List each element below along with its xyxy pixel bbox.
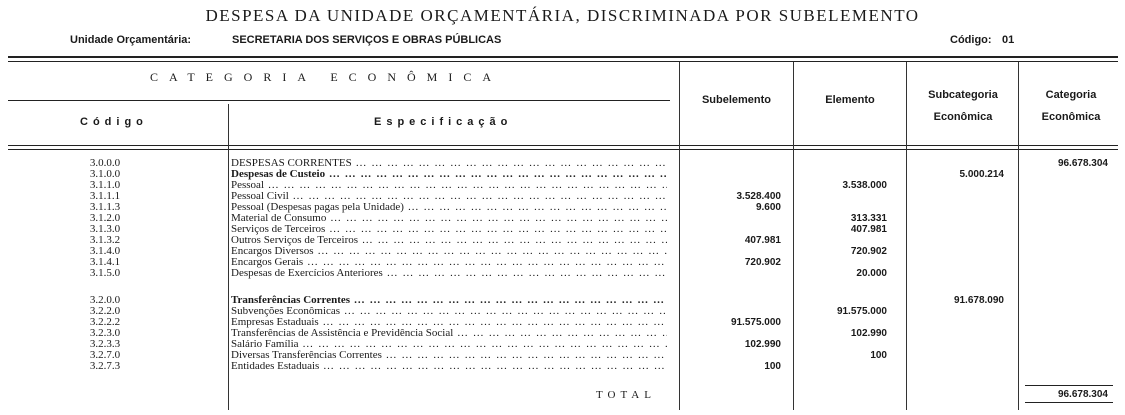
row-subcategoria: 5.000.214 bbox=[959, 169, 1004, 180]
row-elemento: 3.538.000 bbox=[842, 180, 887, 191]
row-elemento: 720.902 bbox=[850, 246, 887, 257]
row-code: 3.1.0.0 bbox=[89, 168, 121, 180]
total-underline bbox=[1025, 402, 1113, 403]
row-specification: Diversas Transferências Correntes … … … … … … … … … … … … … … … … … … … … … … … … … … … … … … … … … bbox=[231, 350, 667, 361]
row-code: 3.1.4.1 bbox=[89, 256, 121, 268]
table-row bbox=[0, 235, 1125, 246]
page-title: DESPESA DA UNIDADE ORÇAMENTÁRIA, DISCRIMINADA POR SUBELEMENTO bbox=[205, 6, 920, 25]
header-subcategoria: Subcategoria Econômica bbox=[928, 89, 998, 123]
row-specification: Despesas de Custeio … … … … … … … … … … … … … … … … … … … … … … … … … … … … … … … … … bbox=[231, 169, 667, 180]
row-subelemento: 100 bbox=[764, 361, 781, 372]
row-code: 3.2.3.0 bbox=[89, 327, 121, 339]
table-row bbox=[0, 328, 1125, 339]
row-specification: Pessoal Civil … … … … … … … … … … … … … … … … … … … … … … … … … … … … … … … … … bbox=[231, 191, 667, 202]
header-codigo: Código bbox=[80, 116, 148, 128]
total-label: TOTAL bbox=[596, 389, 656, 401]
row-specification: Empresas Estaduais … … … … … … … … … … … … … … … … … … … … … … … … … … … … … … … … … bbox=[231, 317, 667, 328]
row-elemento: 20.000 bbox=[856, 268, 887, 279]
total-rule bbox=[1025, 385, 1113, 386]
table-row bbox=[0, 169, 1125, 180]
table-row bbox=[0, 350, 1125, 361]
category-underline bbox=[8, 100, 670, 101]
row-code: 3.2.7.0 bbox=[89, 349, 121, 361]
row-subelemento: 3.528.400 bbox=[736, 191, 781, 202]
row-categoria: 96.678.304 bbox=[1057, 158, 1108, 169]
row-specification: Transferências de Assistência e Previdência Social … … … … … … … … … … … … … … … … … … … … … … … … … … … … … … … … … bbox=[231, 328, 667, 339]
row-specification: Outros Serviços de Terceiros … … … … … … … … … … … … … … … … … … … … … … … … … … … … … … … … … bbox=[231, 235, 667, 246]
row-code: 3.2.0.0 bbox=[89, 294, 121, 306]
row-subcategoria: 91.678.090 bbox=[953, 295, 1004, 306]
row-specification: Encargos Gerais … … … … … … … … … … … … … … … … … … … … … … … … … … … … … … … … … bbox=[231, 257, 667, 268]
table-top-rule bbox=[8, 56, 1118, 58]
total-value: 96.678.304 bbox=[1057, 389, 1108, 400]
table-row bbox=[0, 213, 1125, 224]
table-row bbox=[0, 268, 1125, 279]
table-row bbox=[0, 361, 1125, 372]
row-subelemento: 720.902 bbox=[744, 257, 781, 268]
row-specification: Pessoal … … … … … … … … … … … … … … … … … … … … … … … … … … … … … … … … … bbox=[231, 180, 667, 191]
row-code: 3.1.3.2 bbox=[89, 234, 121, 246]
header-categoria: Categoria Econômica bbox=[1041, 89, 1101, 123]
code-label: Código: bbox=[950, 34, 992, 46]
row-code: 3.1.1.1 bbox=[89, 190, 121, 202]
row-code: 3.0.0.0 bbox=[89, 157, 121, 169]
row-specification: Pessoal (Despesas pagas pela Unidade) … … … … … … … … … … … … … … … … … … … … … … … … … … … … … … … … … bbox=[231, 202, 667, 213]
table-row bbox=[0, 257, 1125, 268]
header-elemento: Elemento bbox=[825, 94, 875, 106]
row-code: 3.1.5.0 bbox=[89, 267, 121, 279]
row-elemento: 102.990 bbox=[850, 328, 887, 339]
table-top-rule-thin bbox=[8, 61, 1118, 62]
row-code: 3.1.1.0 bbox=[89, 179, 121, 191]
row-specification: Subvenções Econômicas … … … … … … … … … … … … … … … … … … … … … … … … … … … … … … … … … bbox=[231, 306, 667, 317]
table-row bbox=[0, 339, 1125, 350]
row-code: 3.1.4.0 bbox=[89, 245, 121, 257]
table-row bbox=[0, 306, 1125, 317]
row-subelemento: 407.981 bbox=[744, 235, 781, 246]
row-subelemento: 102.990 bbox=[744, 339, 781, 350]
row-code: 3.1.3.0 bbox=[89, 223, 121, 235]
table-row bbox=[0, 295, 1125, 306]
row-specification: Despesas de Exercícios Anteriores … … … … … … … … … … … … … … … … … … … … … … … … … … … … … … … … … bbox=[231, 268, 667, 279]
header-especificacao: Especificação bbox=[374, 116, 513, 128]
table-row bbox=[0, 246, 1125, 257]
header-bottom-rule-thin bbox=[8, 149, 1118, 150]
row-code: 3.2.2.0 bbox=[89, 305, 121, 317]
row-specification: DESPESAS CORRENTES … … … … … … … … … … … … … … … … … … … … … … … … … … … … … … … … … bbox=[231, 158, 667, 169]
row-specification: Entidades Estaduais … … … … … … … … … … … … … … … … … … … … … … … … … … … … … … … … … bbox=[231, 361, 667, 372]
header-bottom-rule bbox=[8, 145, 1118, 146]
table-row bbox=[0, 224, 1125, 235]
unit-value: SECRETARIA DOS SERVIÇOS E OBRAS PÚBLICAS bbox=[232, 34, 502, 46]
row-elemento: 100 bbox=[870, 350, 887, 361]
row-elemento: 91.575.000 bbox=[836, 306, 887, 317]
row-code: 3.1.2.0 bbox=[89, 212, 121, 224]
header-categoria-economica: CATEGORIA ECONÔMICA bbox=[150, 70, 503, 84]
row-specification: Material de Consumo … … … … … … … … … … … … … … … … … … … … … … … … … … … … … … … … … bbox=[231, 213, 667, 224]
row-elemento: 313.331 bbox=[850, 213, 887, 224]
header-subelemento: Subelemento bbox=[701, 94, 772, 106]
row-subelemento: 9.600 bbox=[755, 202, 781, 213]
row-code: 3.2.7.3 bbox=[89, 360, 121, 372]
row-specification: Encargos Diversos … … … … … … … … … … … … … … … … … … … … … … … … … … … … … … … … … bbox=[231, 246, 667, 257]
code-value: 01 bbox=[1002, 34, 1015, 46]
table-row bbox=[0, 202, 1125, 213]
row-elemento: 407.981 bbox=[850, 224, 887, 235]
row-specification: Serviços de Terceiros … … … … … … … … … … … … … … … … … … … … … … … … … … … … … … … … … bbox=[231, 224, 667, 235]
row-subelemento: 91.575.000 bbox=[730, 317, 781, 328]
row-specification: Transferências Correntes … … … … … … … … … … … … … … … … … … … … … … … … … … … … … … … … … bbox=[231, 295, 667, 306]
row-code: 3.2.3.3 bbox=[89, 338, 121, 350]
unit-label: Unidade Orçamentária: bbox=[70, 34, 192, 46]
table-row bbox=[0, 191, 1125, 202]
row-code: 3.1.1.3 bbox=[89, 201, 121, 213]
row-code: 3.2.2.2 bbox=[89, 316, 121, 328]
table-row bbox=[0, 317, 1125, 328]
table-row bbox=[0, 158, 1125, 169]
row-specification: Salário Família … … … … … … … … … … … … … … … … … … … … … … … … … … … … … … … … … bbox=[231, 339, 667, 350]
table-row bbox=[0, 180, 1125, 191]
